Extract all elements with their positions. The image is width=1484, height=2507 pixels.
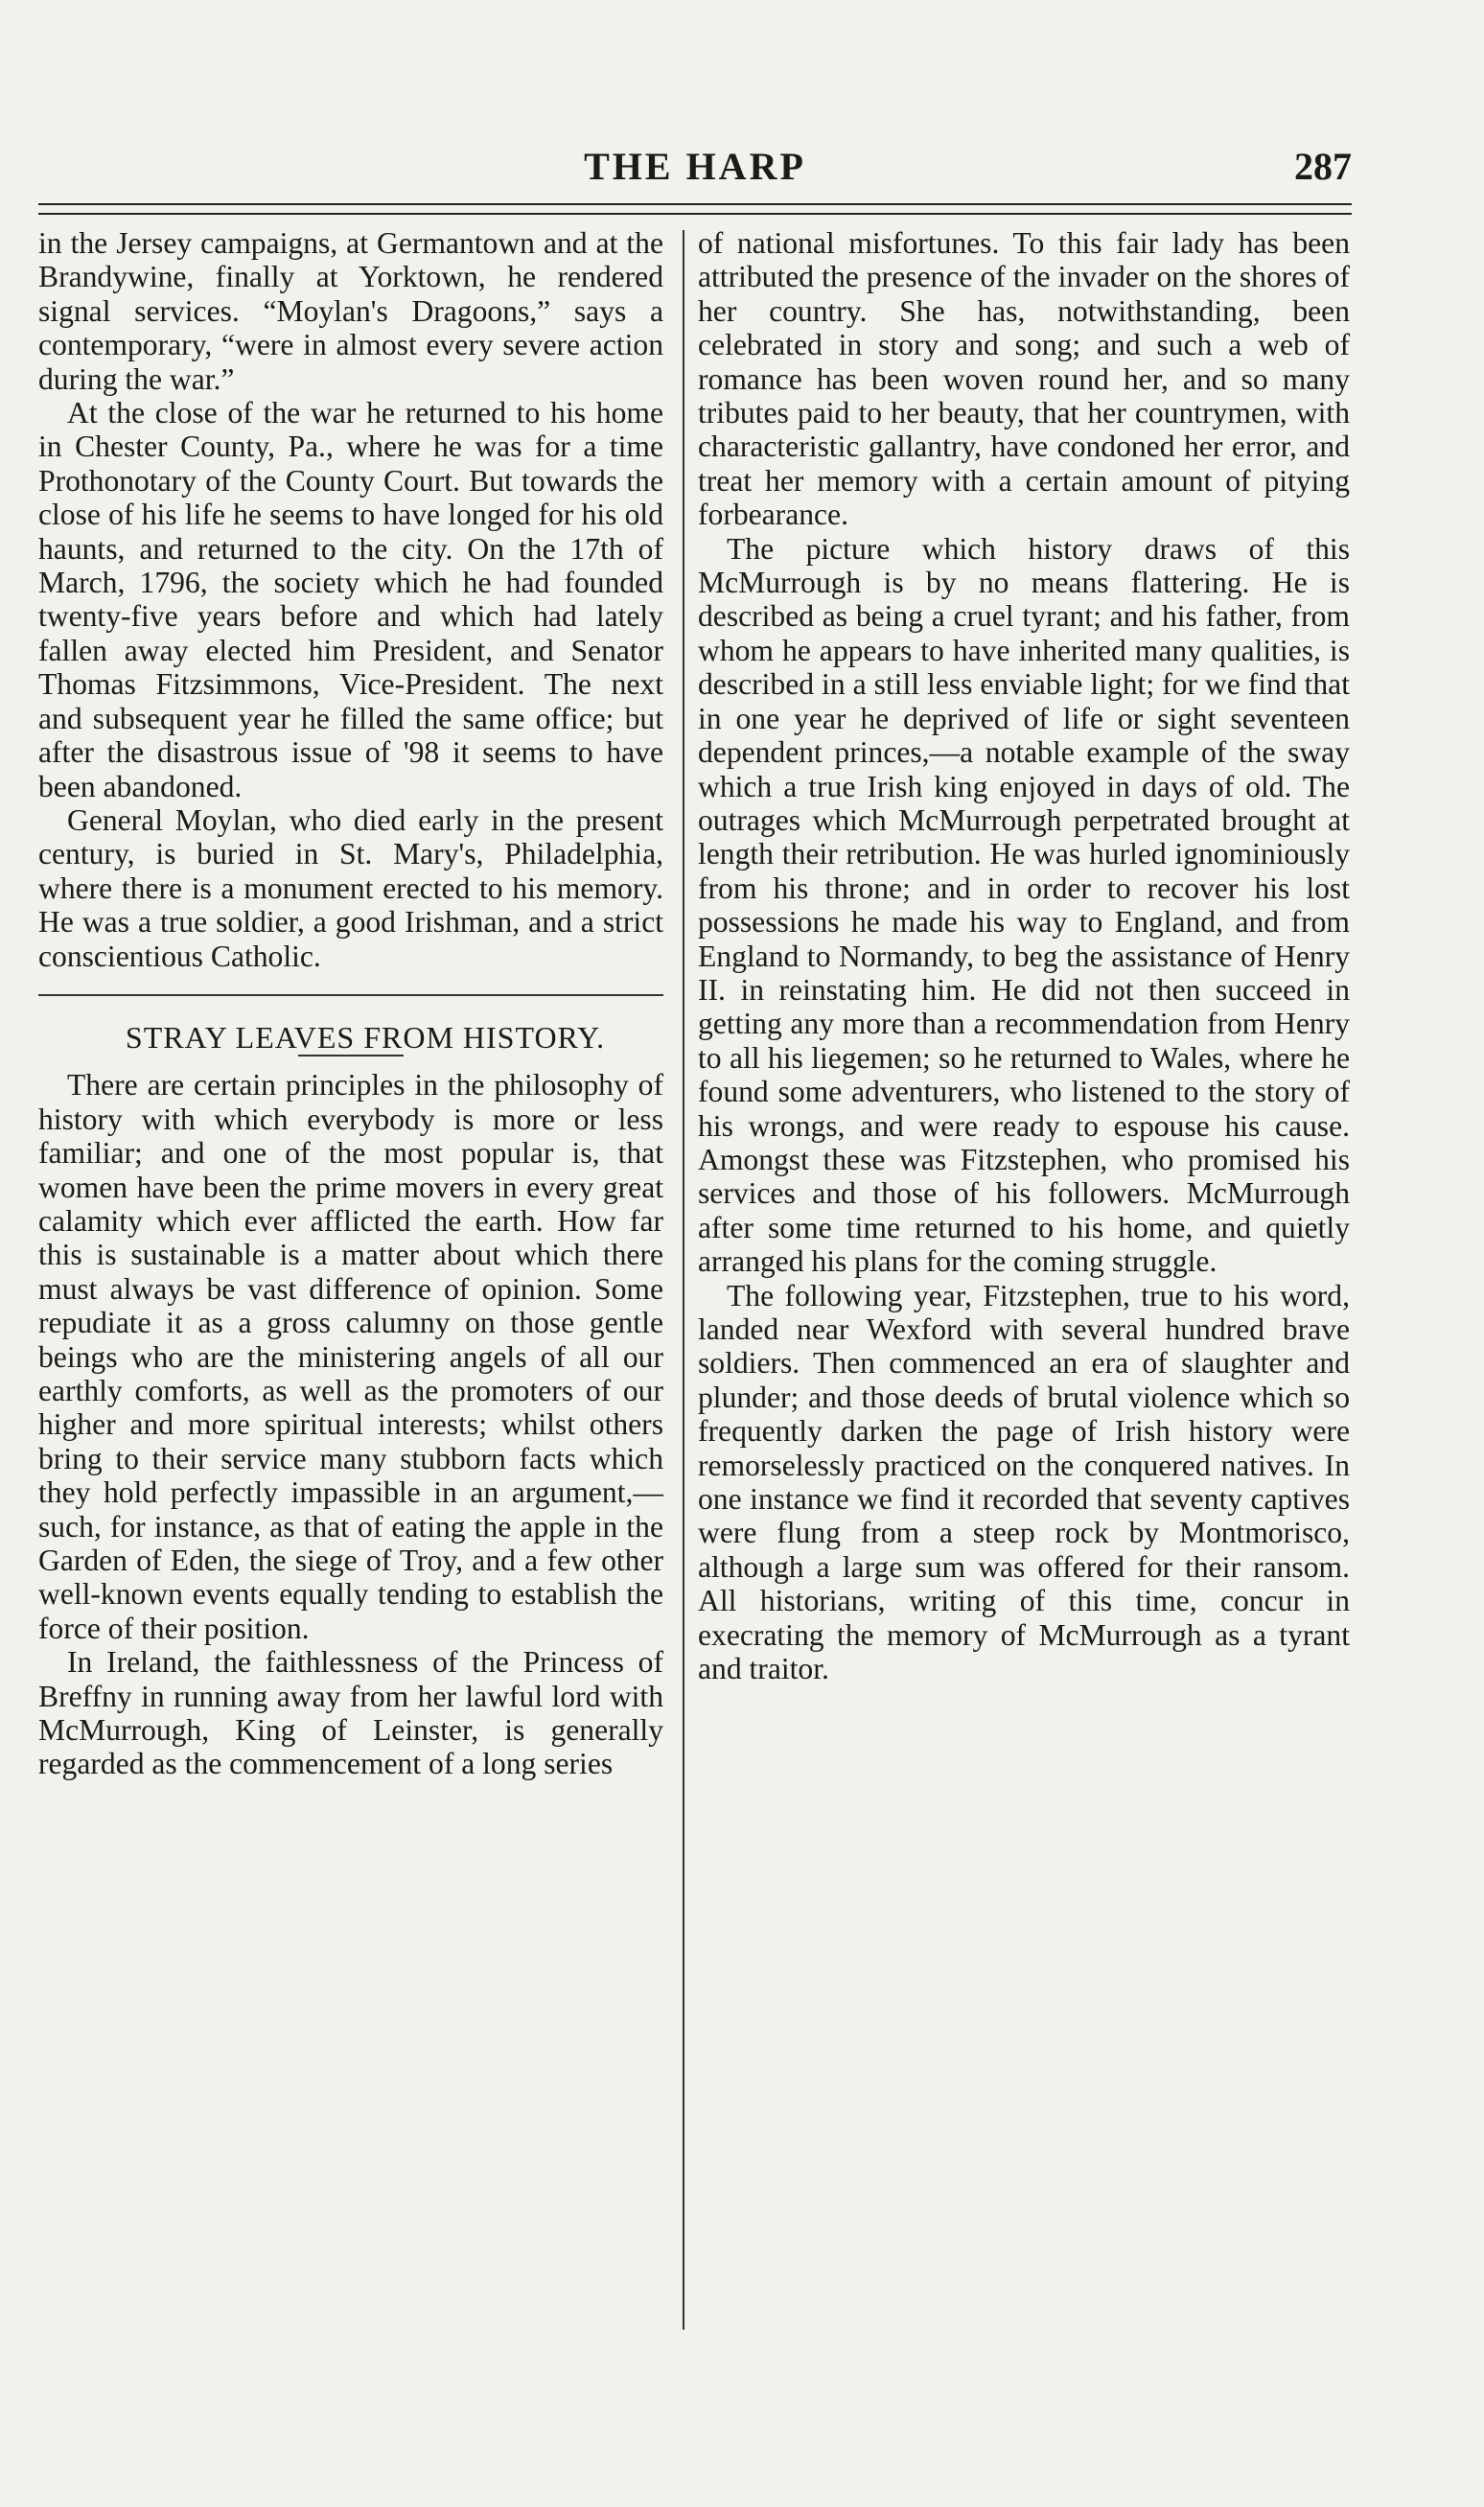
running-title: THE HARP (584, 145, 806, 188)
paragraph: There are certain principles in the philosophy of history with which everybody is more or less familiar; and one of the most popular is, that women have been the prime movers in every great calamity which ever afflicted the earth. How far this is sustainable is a matter about which there must always be vast difference of opinion. Some repudiate it as a gross calumny on those gentle beings who are the ministering angels of all our earthly comforts, as well as the promoters of our higher and more spiritual interests; whilst others bring to their service many stubborn facts which they hold perfectly impassible in an argument,—such, for instance, as that of eating the apple in the Garden of Eden, the siege of Troy, and a few other well-known events equally tending to establish the force of their position. (38, 1068, 663, 1645)
paragraph: in the Jersey campaigns, at Germantown and at the Brandywine, finally at Yorktown, he rendered signal services. “Moylan's Dragoons,” says a contemporary, “were in almost every severe action during the war.” (38, 226, 663, 396)
right-column (698, 226, 1350, 1685)
paragraph: In Ireland, the faithlessness of the Princess of Breffny in running away from her lawful lord with McMurrough, King of Leinster, is generally regarded as the commencement of a long series (38, 1645, 663, 1781)
paragraph: The following year, Fitzstephen, true to his word, landed near Wexford with several hundred brave soldiers. Then commenced an era of slaughter and plunder; and those deeds of brutal violence which so frequently darken the page of Irish history were remorselessly practiced on the conquered natives. In one instance we find it recorded that seventy captives were flung from a steep rock by Montmorisco, although a large sum was offered for their ransom. All historians, writing of this time, concur in execrating the memory of McMurrough as a tyrant and traitor. (698, 1278, 1350, 1686)
title-underline (298, 1055, 404, 1056)
paragraph: At the close of the war he returned to his home in Chester County, Pa., where he was for a time Prothonotary of the County Court. But towards the close of his life he seems to have longed for his old haunts, and returned to the city. On the 17th of March, 1796, the society which he had founded twenty-five years before and which had lately fallen away elected him President, and Senator Thomas Fitzsimmons, Vice-President. The next and subsequent year he filled the same office; but after the disastrous issue of '98 it seems to have been abandoned. (38, 396, 663, 803)
section-divider (38, 994, 663, 996)
left-column (38, 226, 663, 1781)
section-title: STRAY LEAVES FROM HISTORY. (125, 1019, 606, 1055)
page-header (38, 144, 1352, 201)
header-rule-double (38, 213, 1352, 215)
column-divider (683, 230, 684, 2330)
page-number: 287 (1294, 145, 1352, 188)
header-rule (38, 203, 1352, 205)
paragraph: of national misfortunes. To this fair lady has been attributed the presence of the invader on the shores of her country. She has, notwithstanding, been celebrated in story and song; and such a web of romance has been woven round her, and so many tributes paid to her beauty, that her countrymen, with characteristic gallantry, have condoned her error, and treat her memory with a certain amount of pitying forbearance. (698, 226, 1350, 532)
paragraph: The picture which history draws of this McMurrough is by no means flattering. He is described as being a cruel tyrant; and his father, from whom he appears to have inherited many qualities, is described in a still less enviable light; for we find that in one year he deprived of life or sight seventeen dependent princes,—a notable example of the sway which a true Irish king enjoyed in days of old. The outrages which McMurrough perpetrated brought at length their retribution. He was hurled ignominiously from his throne; and in order to recover his lost possessions he made his way to England, and from England to Normandy, to beg the assistance of Henry II. in reinstating him. He did not then succeed in getting any more than a recommendation from Henry to all his liegemen; so he returned to Wales, where he found some adventurers, who listened to the story of his wrongs, and were ready to espouse his cause. Amongst these was Fitzstephen, who promised his services and those of his followers. McMurrough after some time returned to his home, and quietly arranged his plans for the coming struggle. (698, 531, 1350, 1279)
paragraph: General Moylan, who died early in the present century, is buried in St. Mary's, Philadelphia, where there is a monument erected to his memory. He was a true soldier, a good Irishman, and a strict conscientious Catholic. (38, 802, 663, 973)
